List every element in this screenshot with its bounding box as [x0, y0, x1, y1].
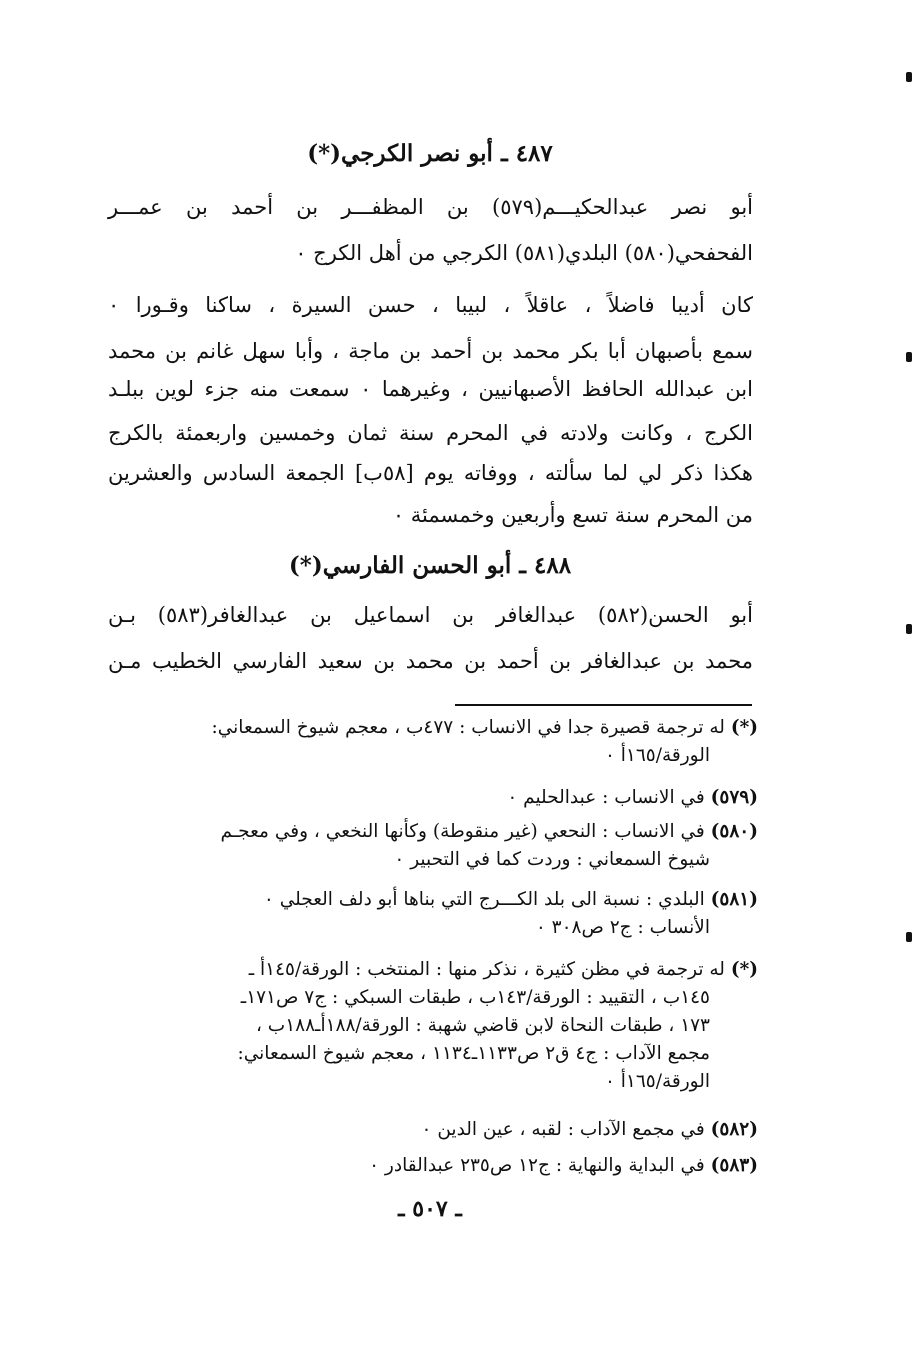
entry-487-heading: ٤٨٧ ـ أبو نصر الكرجي(*) — [307, 140, 553, 167]
footnote-580 — [108, 818, 758, 874]
footnote-separator — [455, 704, 752, 706]
page-number: ـ ٥٠٧ ـ — [398, 1196, 462, 1222]
entry-487-line-4: سمع بأصبهان أبا بكر محمد بن أحمد بن ماجة ، وأبا سهل غانم بن محمد — [108, 339, 753, 363]
footnote-text: البلدي : نسبة الى بلد الكـــرج التي بناها أبو دلف العجلي ٠ — [263, 889, 705, 910]
entry-487-line-7: هكذا ذكر لي لما سألته ، ووفاته يوم [٥٨ب] الجمعة السادس والعشرين — [108, 461, 753, 485]
footnote-text: مجمع الآداب : ج٤ ق٢ ص١١٣٣ـ١١٣٤ ، معجم شيوخ السمعاني: — [237, 1043, 710, 1064]
footnote-text: له ترجمة في مظن كثيرة ، نذكر منها : المنتخب : الورقة/١٤٥أ ـ — [248, 959, 725, 980]
footnote-number: (٥٨٢) — [710, 1119, 758, 1140]
footnote-text: في مجمع الآداب : لقبه ، عين الدين ٠ — [421, 1119, 705, 1140]
footnote-text: ١٧٣ ، طبقات النحاة لابن قاضي شهبة : الورقة/١٨٨أـ١٨٨ب ، — [255, 1015, 710, 1036]
footnote-number: (*) — [730, 717, 758, 738]
entry-487-line-6: الكرج ، وكانت ولادته في المحرم سنة ثمان وخمسين واربعمئة بالكرج — [108, 421, 753, 445]
footnote-582 — [108, 1116, 758, 1144]
footnote-581 — [108, 886, 758, 942]
scan-edge-mark — [906, 624, 912, 634]
footnote-583 — [108, 1152, 758, 1180]
footnote-star-2 — [108, 956, 758, 1096]
entry-487-line-1: أبو نصر عبدالحكيـــم(٥٧٩) بن المظفـــر بن أحمد بن عمـــر — [108, 195, 753, 219]
entry-487-line-8: من المحرم سنة تسع وأربعين وخمسمئة ٠ — [392, 503, 753, 527]
scan-edge-mark — [906, 932, 912, 942]
footnote-text: في الانساب : النحعي (غير منقوطة) وكأنها النخعي ، وفي معجـم — [220, 821, 705, 842]
footnote-number: (٥٨٠) — [710, 821, 758, 842]
entry-488-line-1: أبو الحسن(٥٨٢) عبدالغافر بن اسماعيل بن عبدالغافر(٥٨٣) بـن — [108, 603, 753, 627]
footnote-number: (٥٨١) — [710, 889, 758, 910]
entry-487-line-3: كان أديبا فاضلاً ، عاقلاً ، لبيبا ، حسن السيرة ، ساكنا وقـورا ٠ — [108, 293, 753, 317]
entry-488-heading: ٤٨٨ ـ أبو الحسن الفارسي(*) — [288, 552, 572, 579]
footnote-text: في الانساب : عبدالحليم ٠ — [507, 787, 705, 808]
scan-edge-mark — [906, 352, 912, 362]
entry-488-line-2: محمد بن عبدالغافر بن أحمد بن محمد بن سعيد الفارسي الخطيب مـن — [108, 649, 753, 673]
footnote-text: شيوخ السمعاني : وردت كما في التحبير ٠ — [394, 849, 710, 870]
footnote-text: له ترجمة قصيرة جدا في الانساب : ٤٧٧ب ، معجم شيوخ السمعاني: — [211, 717, 725, 738]
footnote-star-1 — [108, 714, 758, 770]
footnote-text: الورقة/١٦٥أ ٠ — [604, 1071, 710, 1092]
footnote-text: ١٤٥ب ، التقييد : الورقة/١٤٣ب ، طبقات السبكي : ج٧ ص١٧١ـ — [240, 987, 710, 1008]
entry-487-line-5: ابن عبدالله الحافظ الأصبهانيين ، وغيرهما ٠ سمعت منه جزء لوين ببلـد — [108, 377, 753, 401]
footnote-number: (٥٨٣) — [710, 1155, 758, 1176]
entry-487-line-2: الفحفحي(٥٨٠) البلدي(٥٨١) الكرجي من أهل الكرج ٠ — [295, 241, 753, 265]
footnote-text: الأنساب : ج٢ ص٣٠٨ ٠ — [535, 917, 710, 938]
footnote-579 — [108, 784, 758, 812]
footnote-number: (*) — [730, 959, 758, 980]
footnote-text: الورقة/١٦٥أ ٠ — [604, 745, 710, 766]
scan-edge-mark — [906, 72, 912, 82]
footnote-text: في البداية والنهاية : ج١٢ ص٢٣٥ عبدالقادر ٠ — [369, 1155, 705, 1176]
footnote-number: (٥٧٩) — [710, 787, 758, 808]
